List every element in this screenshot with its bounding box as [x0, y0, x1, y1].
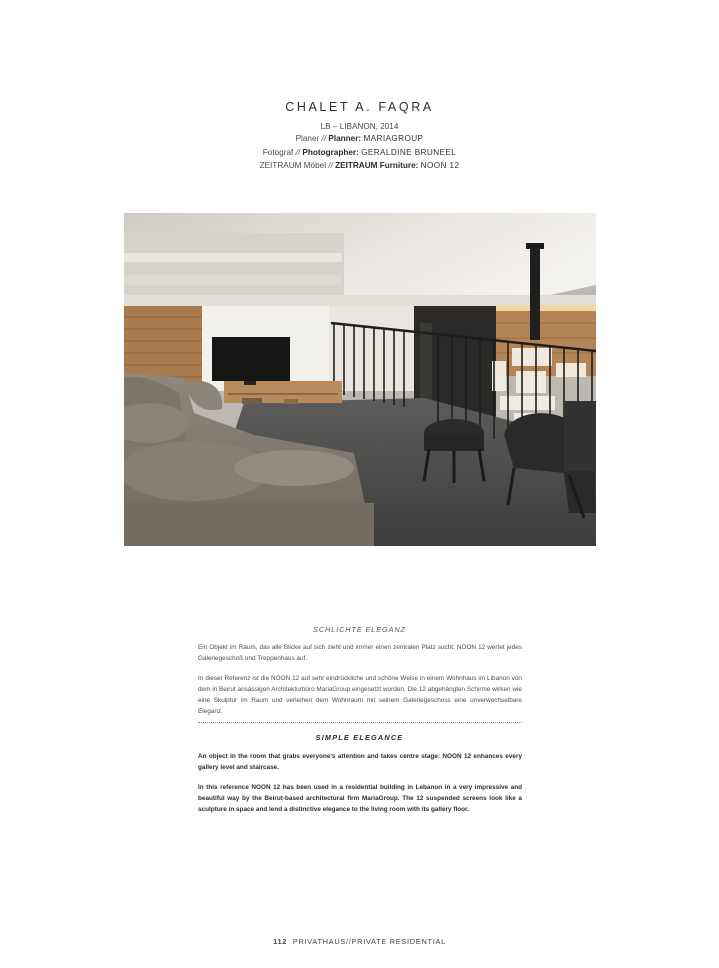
page-footer [0, 937, 719, 946]
furniture-label-en: ZEITRAUM Furniture: [335, 161, 419, 170]
footer-section-en: PRIVATE RESIDENTIAL [351, 937, 446, 946]
footer-separator: // [346, 937, 352, 946]
footer-section-de: PRIVATHAUS [292, 937, 347, 946]
planner-label-en: Planner: [328, 134, 362, 143]
german-heading: SCHLICHTE ELEGANZ [313, 625, 406, 634]
english-paragraph-2: In this reference NOON 12 has been used in a residential building in Lebanon in a very impressive and beautiful way by the Beirut-based architectural firm MariaGroup. The 12 suspended screens look like a sculpture in space and lend a distinctive elegance to the living room with its gallery floor. [198, 784, 522, 814]
photographer-line [0, 147, 719, 158]
planner-label-de: Planer [295, 134, 320, 143]
interior-photo [124, 213, 596, 546]
english-paragraph-1: An object in the room that grabs everyone's attention and takes centre stage: NOON 12 enhances every gallery level and staircase. [198, 753, 522, 772]
page-title: CHALET A. FAQRA [285, 100, 434, 114]
photographer-label-en: Photographer: [302, 148, 359, 157]
separator: // [328, 161, 333, 170]
planner-value: MARIAGROUP [363, 134, 424, 143]
german-paragraph-1: Ein Objekt im Raum, das alle Blicke auf sich zieht und immer einen zentralen Platz sucht: NOON 12 wertet jedes Galeriegeschoß und Treppenhaus auf. [198, 644, 522, 662]
photographer-label-de: Fotograf [262, 148, 294, 157]
planner-line [0, 133, 719, 144]
photographer-value: GERALDINE BRUNEEL [361, 148, 457, 157]
page-number: 112 [273, 937, 288, 946]
german-paragraph-2: In dieser Referenz ist die NOON 12 auf sehr eindrückliche und schöne Weise in einem Wohnhaus im Libanon von dem in Beirut ansässigen Architekturbüro MariaGroup eingesetzt worden. Die 12 abgehängten Schirme wirken wie eine Skulptur im Raum und verleihen dem Wohnraum mit seinem Galeriegeschoss eine unverwechselbare Eleganz. [198, 675, 522, 715]
project-location: LB – LIBANON, 2014 [320, 122, 399, 131]
furniture-line [0, 160, 719, 171]
separator: // [321, 134, 327, 143]
section-divider [198, 722, 522, 723]
furniture-value: NOON 12 [420, 161, 460, 170]
furniture-label-de: ZEITRAUM Möbel [259, 161, 327, 170]
separator: // [295, 148, 301, 157]
english-heading: SIMPLE ELEGANCE [315, 733, 404, 742]
